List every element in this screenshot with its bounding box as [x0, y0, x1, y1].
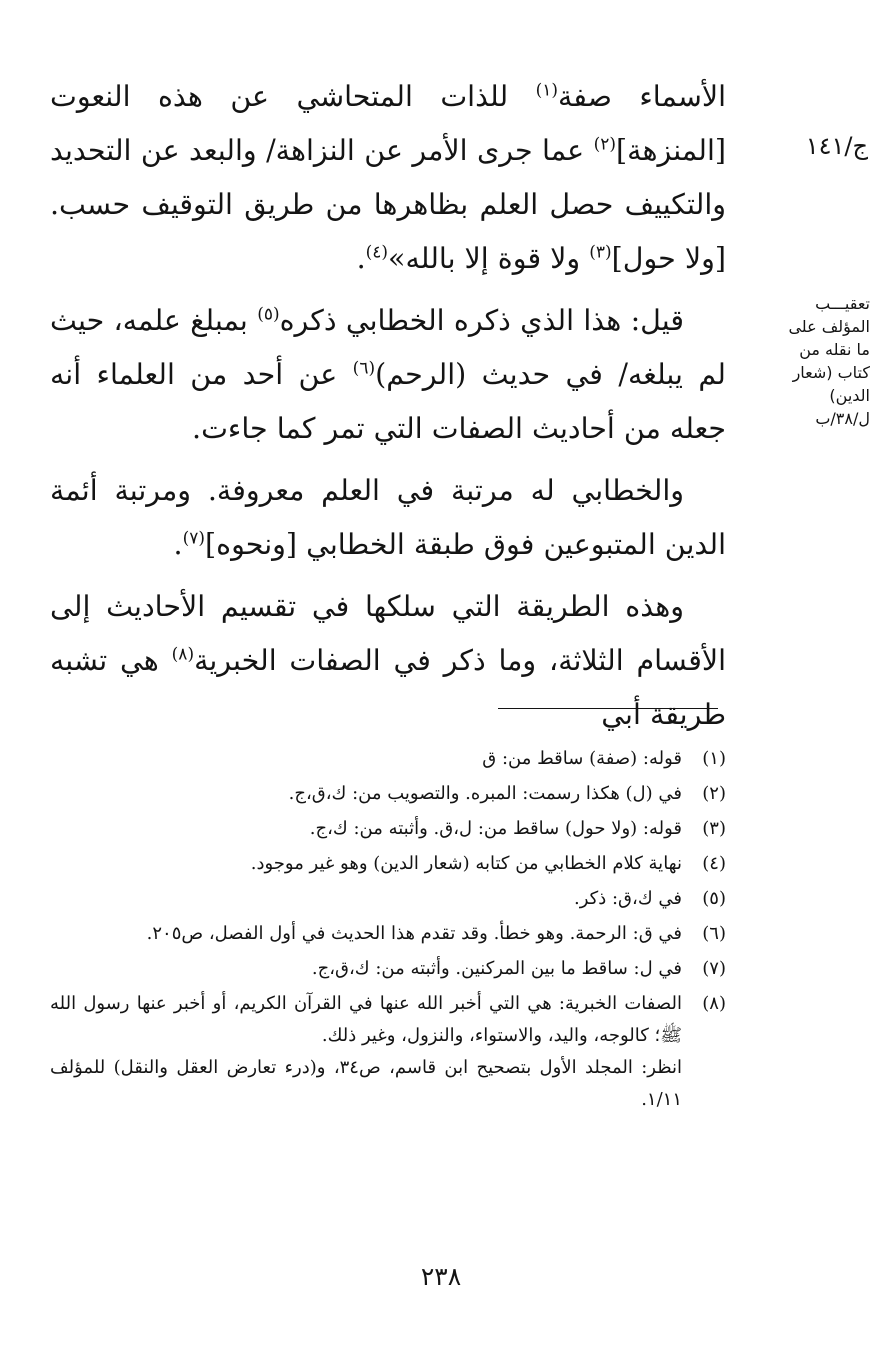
footnote-number: (٣)	[702, 818, 726, 839]
footnote-line: قوله: (صفة) ساقط من: ق	[482, 748, 682, 769]
footnote-text	[50, 918, 682, 950]
margin-note-commentary	[770, 292, 870, 430]
footnote-line: في ل: ساقط ما بين المركنين. وأثبته من: ك،ق،ج.	[311, 958, 682, 979]
footnote	[50, 848, 726, 880]
footnote-text	[50, 778, 682, 810]
footnote-line: نهاية كلام الخطابي من كتابه (شعار الدين) وهو غير موجود.	[250, 853, 682, 874]
text-run: .	[173, 528, 183, 561]
margin-note-line: الدين)	[829, 386, 870, 405]
footnote-separator	[498, 708, 718, 709]
footnote-marker: (٨)	[171, 644, 195, 665]
main-paragraph	[50, 70, 726, 286]
text-run: بمبلغ علمه، حيث لم يبلغه/ في حديث (الرحم)	[50, 304, 726, 391]
footnote-number: (٦)	[702, 923, 726, 944]
footnote-marker: (٢)	[593, 134, 617, 155]
text-run: والخطابي له مرتبة في العلم معروفة. ومرتبة أئمة الدين المتبوعين فوق طبقة الخطابي [ونحوه]	[50, 474, 726, 561]
footnote	[50, 918, 726, 950]
footnote-text	[50, 813, 682, 845]
text-run: الأسماء صفة	[558, 80, 726, 113]
text-run: قيل: هذا الذي ذكره الخطابي ذكره	[279, 304, 684, 337]
footnote	[50, 953, 726, 985]
footnote-marker: (٦)	[352, 358, 376, 379]
footnote	[50, 743, 726, 775]
text-run: .	[356, 242, 366, 275]
footnote-line: في ق: الرحمة. وهو خطأ. وقد تقدم هذا الحديث في أول الفصل، ص٢٠٥.	[146, 923, 682, 944]
margin-note-line: ما نقله من	[799, 340, 870, 359]
footnote-marker: (٤)	[365, 242, 389, 263]
footnote-marker: (٥)	[257, 304, 280, 325]
footnote-text	[50, 988, 682, 1116]
footnote-number: (٧)	[702, 958, 726, 979]
margin-volume-reference: ج/١٤١	[805, 132, 868, 160]
main-text	[50, 70, 726, 750]
text-run: عما جرى الأمر عن النزاهة/ والبعد عن التحديد والتكييف حصل العلم بظاهرها من طريق التوقيف حسب. [ولا حول]	[50, 134, 726, 275]
footnote-line: الصفات الخبرية: هي التي أخبر الله عنها في القرآن الكريم، أو أخبر عنها رسول الله ﷺ؛ كالوجه، واليد، والاستواء، والنزول، وغير ذلك.	[50, 993, 682, 1046]
margin-note-line: تعقيـــب	[815, 294, 870, 313]
text-run: عن أحد من العلماء أنه جعله من أحاديث الصفات التي تمر كما جاءت.	[50, 358, 726, 445]
text-run: وهذه الطريقة التي سلكها في تقسيم الأحاديث إلى الأقسام الثلاثة، وما ذكر في الصفات الخبرية	[50, 590, 726, 677]
footnote-line: قوله: (ولا حول) ساقط من: ل،ق. وأثبته من: ك،ج.	[309, 818, 682, 839]
footnote-text	[50, 743, 682, 775]
footnote-line: في (ل) هكذا رسمت: المبره. والتصويب من: ك،ق،ج.	[288, 783, 682, 804]
footnote-text	[50, 848, 682, 880]
main-paragraph	[50, 294, 726, 456]
footnote	[50, 988, 726, 1116]
footnote	[50, 883, 726, 915]
margin-note-line: ل/٣٨/ب	[815, 409, 870, 428]
main-paragraph	[50, 464, 726, 572]
footnote-text	[50, 953, 682, 985]
footnote-marker: (١)	[535, 80, 559, 101]
text-run: للذات المتحاشي عن هذه النعوت [المنزهة]	[50, 80, 726, 167]
margin-note-line: كتاب (شعار	[792, 363, 870, 382]
footnote-line: في ك،ق: ذكر.	[574, 888, 682, 909]
footnote	[50, 778, 726, 810]
footnote-marker: (٧)	[182, 528, 206, 549]
footnote-marker: (٣)	[589, 242, 612, 263]
footnote-text	[50, 883, 682, 915]
margin-note-line: المؤلف على	[788, 317, 870, 336]
footnote-number: (٨)	[702, 993, 726, 1014]
page-number: ٢٣٨	[420, 1262, 462, 1291]
footnote-line: انظر: المجلد الأول بتصحيح ابن قاسم، ص٣٤، و(درء تعارض العقل والنقل) للمؤلف ١/١١.	[50, 1057, 682, 1110]
footnote-number: (٤)	[702, 853, 726, 874]
text-run: هي تشبه طريقة أبي	[50, 644, 726, 731]
footnote-number: (٢)	[702, 783, 726, 804]
main-paragraph	[50, 580, 726, 742]
footnotes-section	[50, 743, 726, 1119]
footnote	[50, 813, 726, 845]
footnote-number: (٥)	[702, 888, 726, 909]
footnote-number: (١)	[702, 748, 726, 769]
text-run: ولا قوة إلا بالله»	[388, 242, 590, 275]
